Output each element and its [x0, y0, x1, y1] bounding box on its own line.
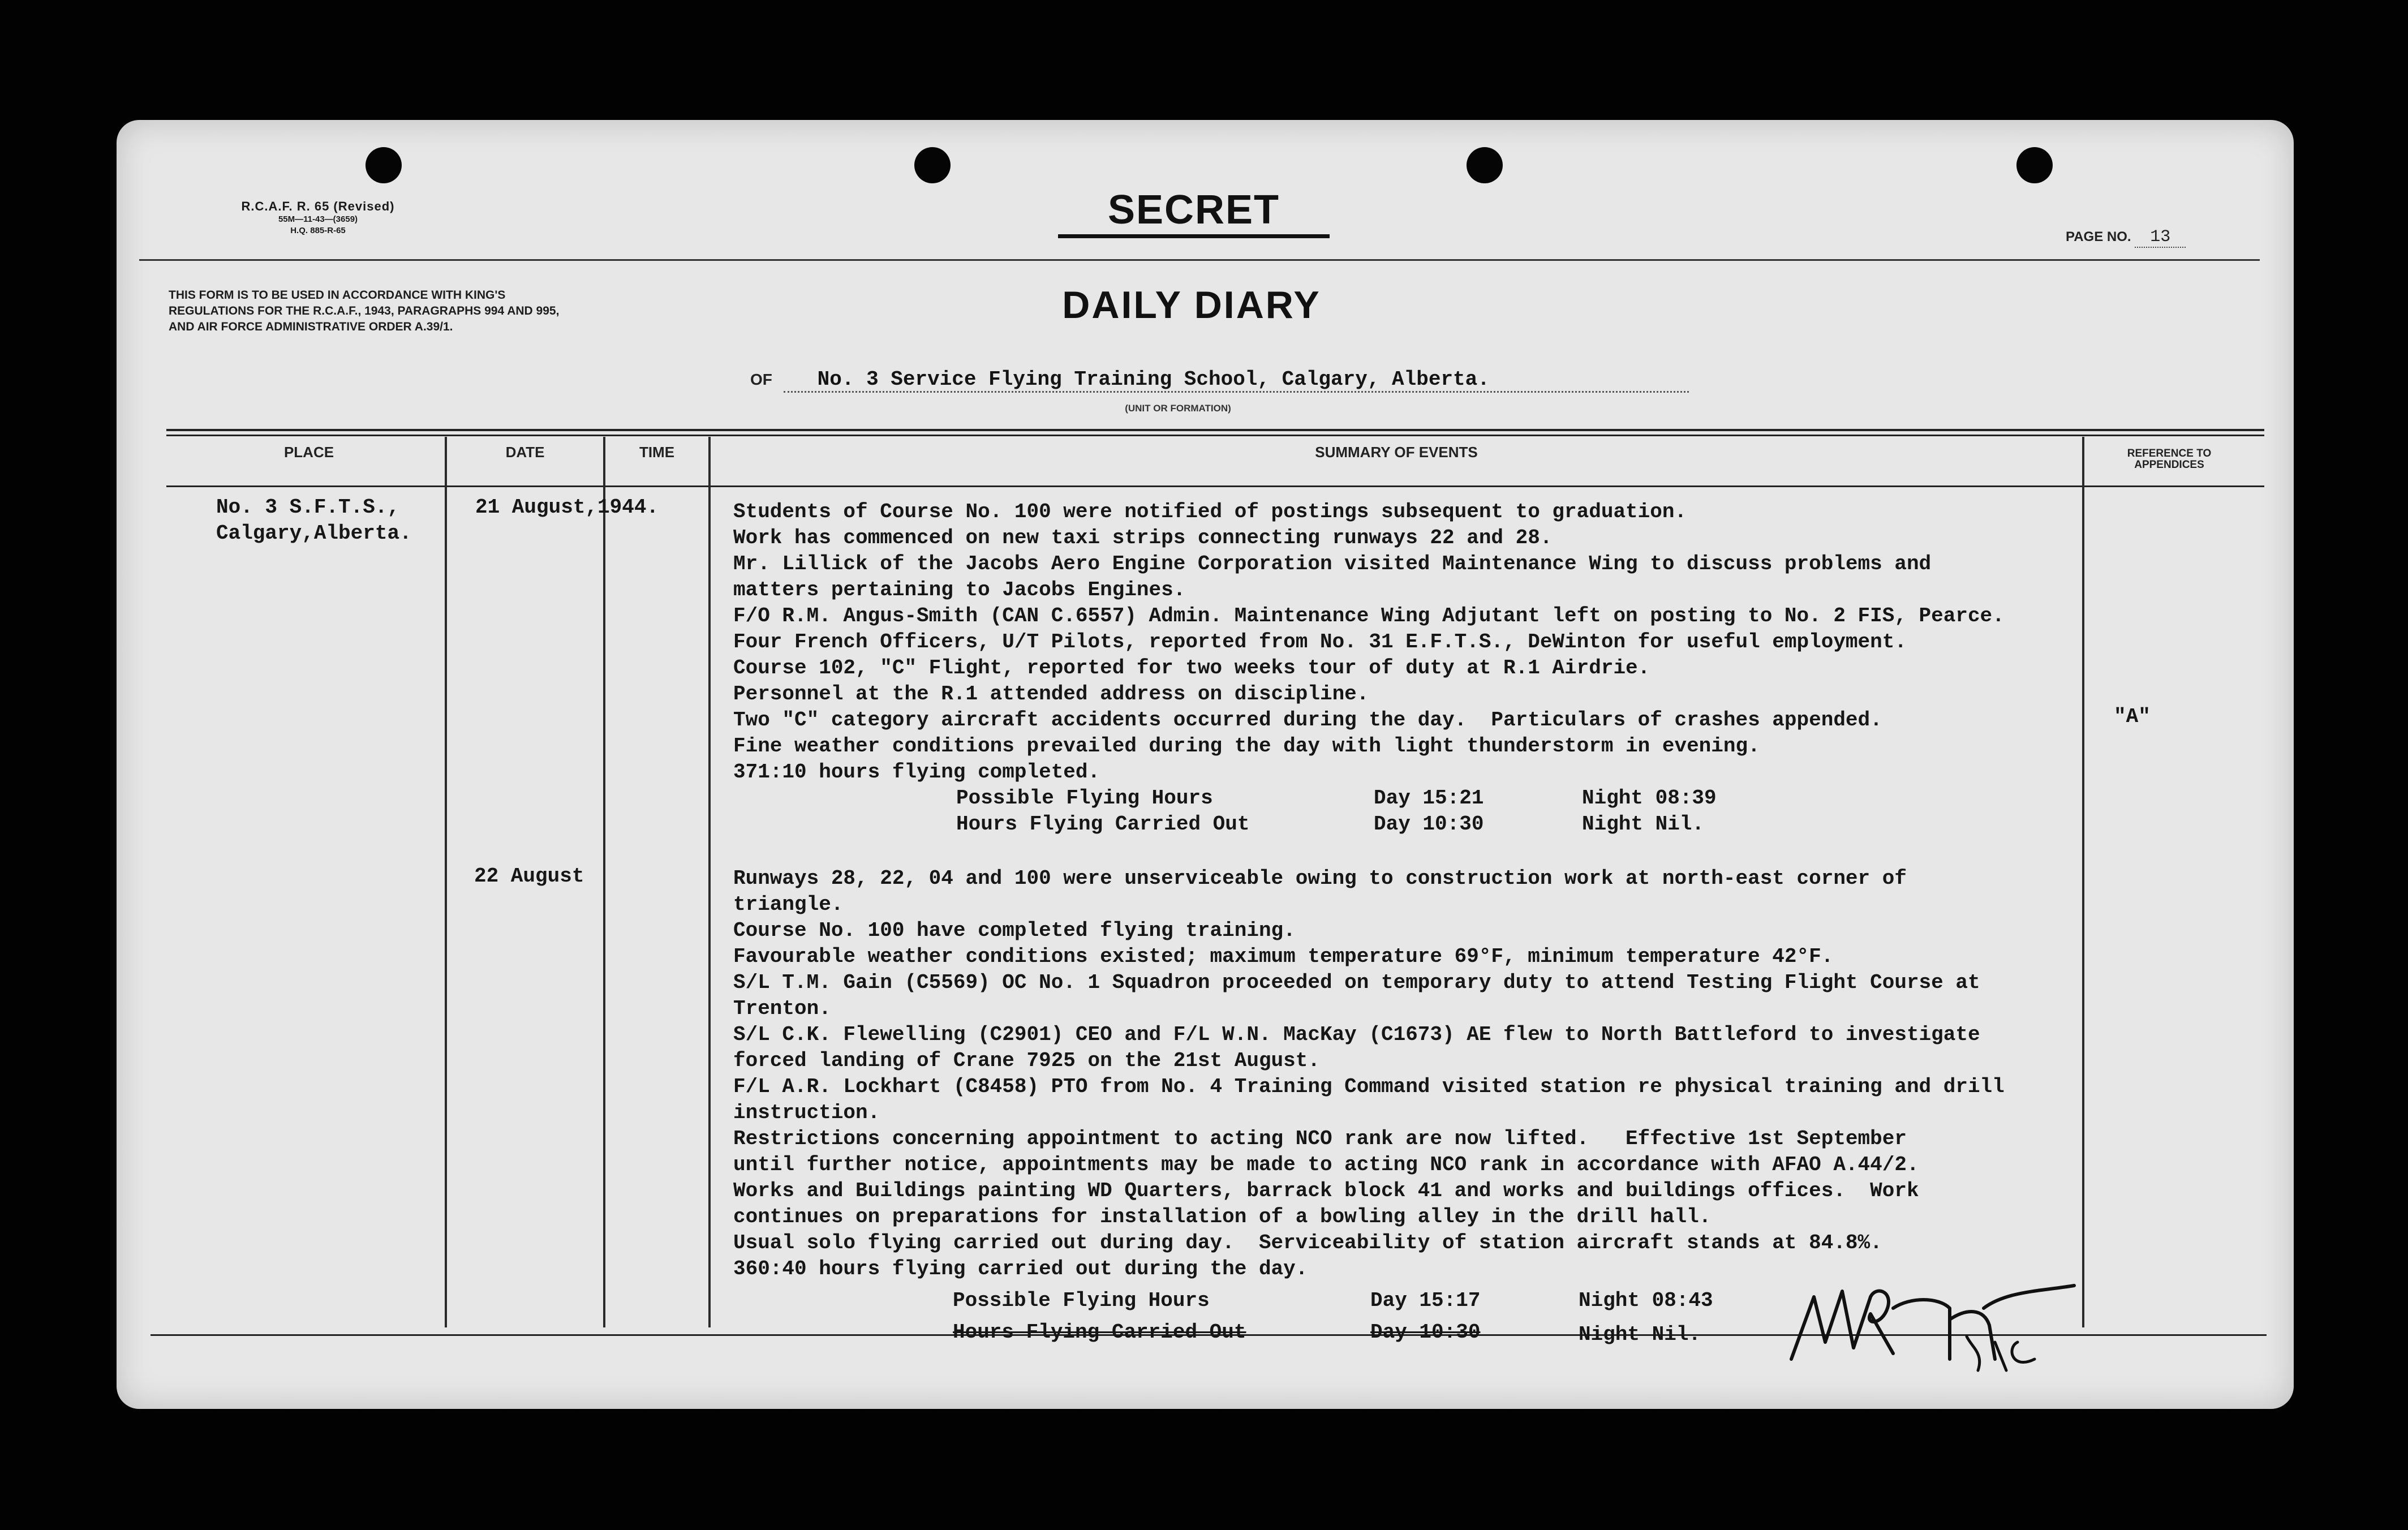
form-identifier [182, 199, 454, 237]
summary-line: Works and Buildings painting WD Quarters, barrack block 41 and works and buildings offices. Work [733, 1179, 1919, 1202]
summary-line: matters pertaining to Jacobs Engines. [733, 578, 1186, 601]
punch-hole [366, 147, 402, 183]
punch-hole [2016, 147, 2053, 183]
column-header-reference-line: APPENDICES [2134, 459, 2204, 471]
summary-line: triangle. [733, 893, 844, 916]
page-number [2066, 227, 2213, 248]
possible-hours-label: Possible Flying Hours [953, 1289, 1210, 1312]
summary-line: Course No. 100 have completed flying training. [733, 919, 1296, 942]
table-top-rule [166, 429, 2264, 431]
entry-date: 22 August [474, 865, 584, 888]
entry-date: 21 August,1944. [475, 496, 659, 519]
possible-hours-night: Night 08:39 [1582, 787, 1717, 810]
form-code: 55M—11-43—(3659) [278, 214, 358, 224]
punch-hole [914, 147, 951, 183]
page-number-label: PAGE NO. [2066, 229, 2131, 244]
possible-hours-day: Day 15:17 [1370, 1289, 1481, 1312]
summary-line: forced landing of Crane 7925 on the 21st August. [733, 1049, 1320, 1072]
summary-line: F/O R.M. Angus-Smith (CAN C.6557) Admin. Maintenance Wing Adjutant left on posting to No. 2 FIS, Pearce. [733, 604, 2005, 628]
carried-hours-night: Night Nil. [1582, 813, 1705, 836]
regulations-note: THIS FORM IS TO BE USED IN ACCORDANCE WITH KING'S REGULATIONS FOR THE R.C.A.F., 1943, PARAGRAPHS 994 AND 995, AND AIR FORCE ADMINISTRATIVE ORDER A.39/1. [169, 289, 560, 333]
summary-line: Restrictions concerning appointment to acting NCO rank are now lifted. Effective 1st September [733, 1127, 1907, 1150]
summary-line: Favourable weather conditions existed; maximum temperature 69°F, minimum temperature 42°F. [733, 945, 1834, 968]
place-line: Calgary,Alberta. [216, 522, 412, 545]
summary-line: F/L A.R. Lockhart (C8458) PTO from No. 4 Training Command visited station re physical training and drill [733, 1075, 2005, 1098]
place-cell [216, 495, 412, 547]
page-title: DAILY DIARY [1062, 283, 1321, 326]
summary-line: Personnel at the R.1 attended address on discipline. [733, 682, 1369, 706]
table-top-rule [166, 435, 2264, 436]
carried-hours-night: Night Nil. [1579, 1323, 1701, 1346]
summary-line: Work has commenced on new taxi strips connecting runways 22 and 28. [733, 526, 1553, 549]
form-number: R.C.A.F. R. 65 (Revised) [241, 199, 395, 213]
column-divider [708, 437, 711, 1327]
classification-heading: SECRET [1058, 186, 1330, 238]
summary-line: Fine weather conditions prevailed during the day with light thunderstorm in evening. [733, 734, 1760, 758]
summary-line: until further notice, appointments may be made to acting NCO rank in accordance with AFAO A.44/2. [733, 1153, 1919, 1176]
column-header-rule [166, 485, 2264, 487]
punch-hole [1467, 147, 1503, 183]
summary-line: Two "C" category aircraft accidents occurred during the day. Particulars of crashes appended. [733, 708, 1882, 732]
unit-name: No. 3 Service Flying Training School, Calgary, Alberta. [784, 368, 1689, 393]
column-header-reference [2084, 448, 2254, 471]
summary-line: Students of Course No. 100 were notified of postings subsequent to graduation. [733, 500, 1687, 523]
summary-line: Usual solo flying carried out during day. Serviceability of station aircraft stands at 84.8%. [733, 1231, 1882, 1254]
handwritten-signature [1780, 1274, 2097, 1376]
place-line: No. 3 S.F.T.S., [216, 496, 400, 519]
summary-line: Course 102, "C" Flight, reported for two weeks tour of duty at R.1 Airdrie. [733, 656, 1650, 680]
summary-line: instruction. [733, 1101, 880, 1124]
possible-hours-label: Possible Flying Hours [956, 787, 1213, 810]
carried-hours-label: Hours Flying Carried Out [956, 813, 1250, 836]
summary-line: Trenton. [733, 997, 831, 1020]
of-label: OF [750, 371, 772, 388]
column-divider [603, 437, 605, 1327]
summary-line: Mr. Lillick of the Jacobs Aero Engine Corporation visited Maintenance Wing to discuss problems and [733, 552, 1932, 575]
appendix-reference: "A" [2114, 705, 2151, 728]
summary-line: S/L C.K. Flewelling (C2901) CEO and F/L W.N. MacKay (C1673) AE flew to North Battleford to investigate [733, 1023, 1980, 1046]
column-header-time: TIME [639, 444, 675, 461]
carried-hours-day: Day 10:30 [1374, 813, 1484, 836]
summary-line: Runways 28, 22, 04 and 100 were unserviceable owing to construction work at north-east corner of [733, 867, 1907, 890]
page-number-value: 13 [2135, 227, 2186, 248]
unit-line [750, 368, 1791, 393]
carried-hours-day: Day 10:30 [1370, 1321, 1481, 1344]
diary-sheet [117, 120, 2294, 1409]
column-divider [2082, 437, 2084, 1327]
column-header-place: PLACE [283, 444, 334, 461]
column-divider [445, 437, 447, 1327]
unit-caption: (UNIT OR FORMATION) [1125, 403, 1231, 414]
summary-line: Four French Officers, U/T Pilots, reported from No. 31 E.F.T.S., DeWinton for useful employment. [733, 630, 1907, 654]
summary-line: 360:40 hours flying carried out during the day. [733, 1257, 1308, 1280]
possible-hours-day: Day 15:21 [1374, 787, 1484, 810]
possible-hours-night: Night 08:43 [1579, 1289, 1713, 1312]
column-header-date: DATE [505, 444, 545, 461]
column-header-reference-line: REFERENCE TO [2127, 448, 2212, 459]
summary-line: S/L T.M. Gain (C5569) OC No. 1 Squadron proceeded on temporary duty to attend Testing Flight Course at [733, 971, 1980, 994]
header-rule [139, 259, 2260, 261]
summary-line: 371:10 hours flying completed. [733, 760, 1100, 784]
carried-hours-label: Hours Flying Carried Out [953, 1321, 1246, 1344]
summary-line: continues on preparations for installation of a bowling alley in the drill hall. [733, 1205, 1712, 1228]
form-code: H.Q. 885-R-65 [290, 226, 346, 235]
column-header-summary: SUMMARY OF EVENTS [1315, 444, 1478, 461]
